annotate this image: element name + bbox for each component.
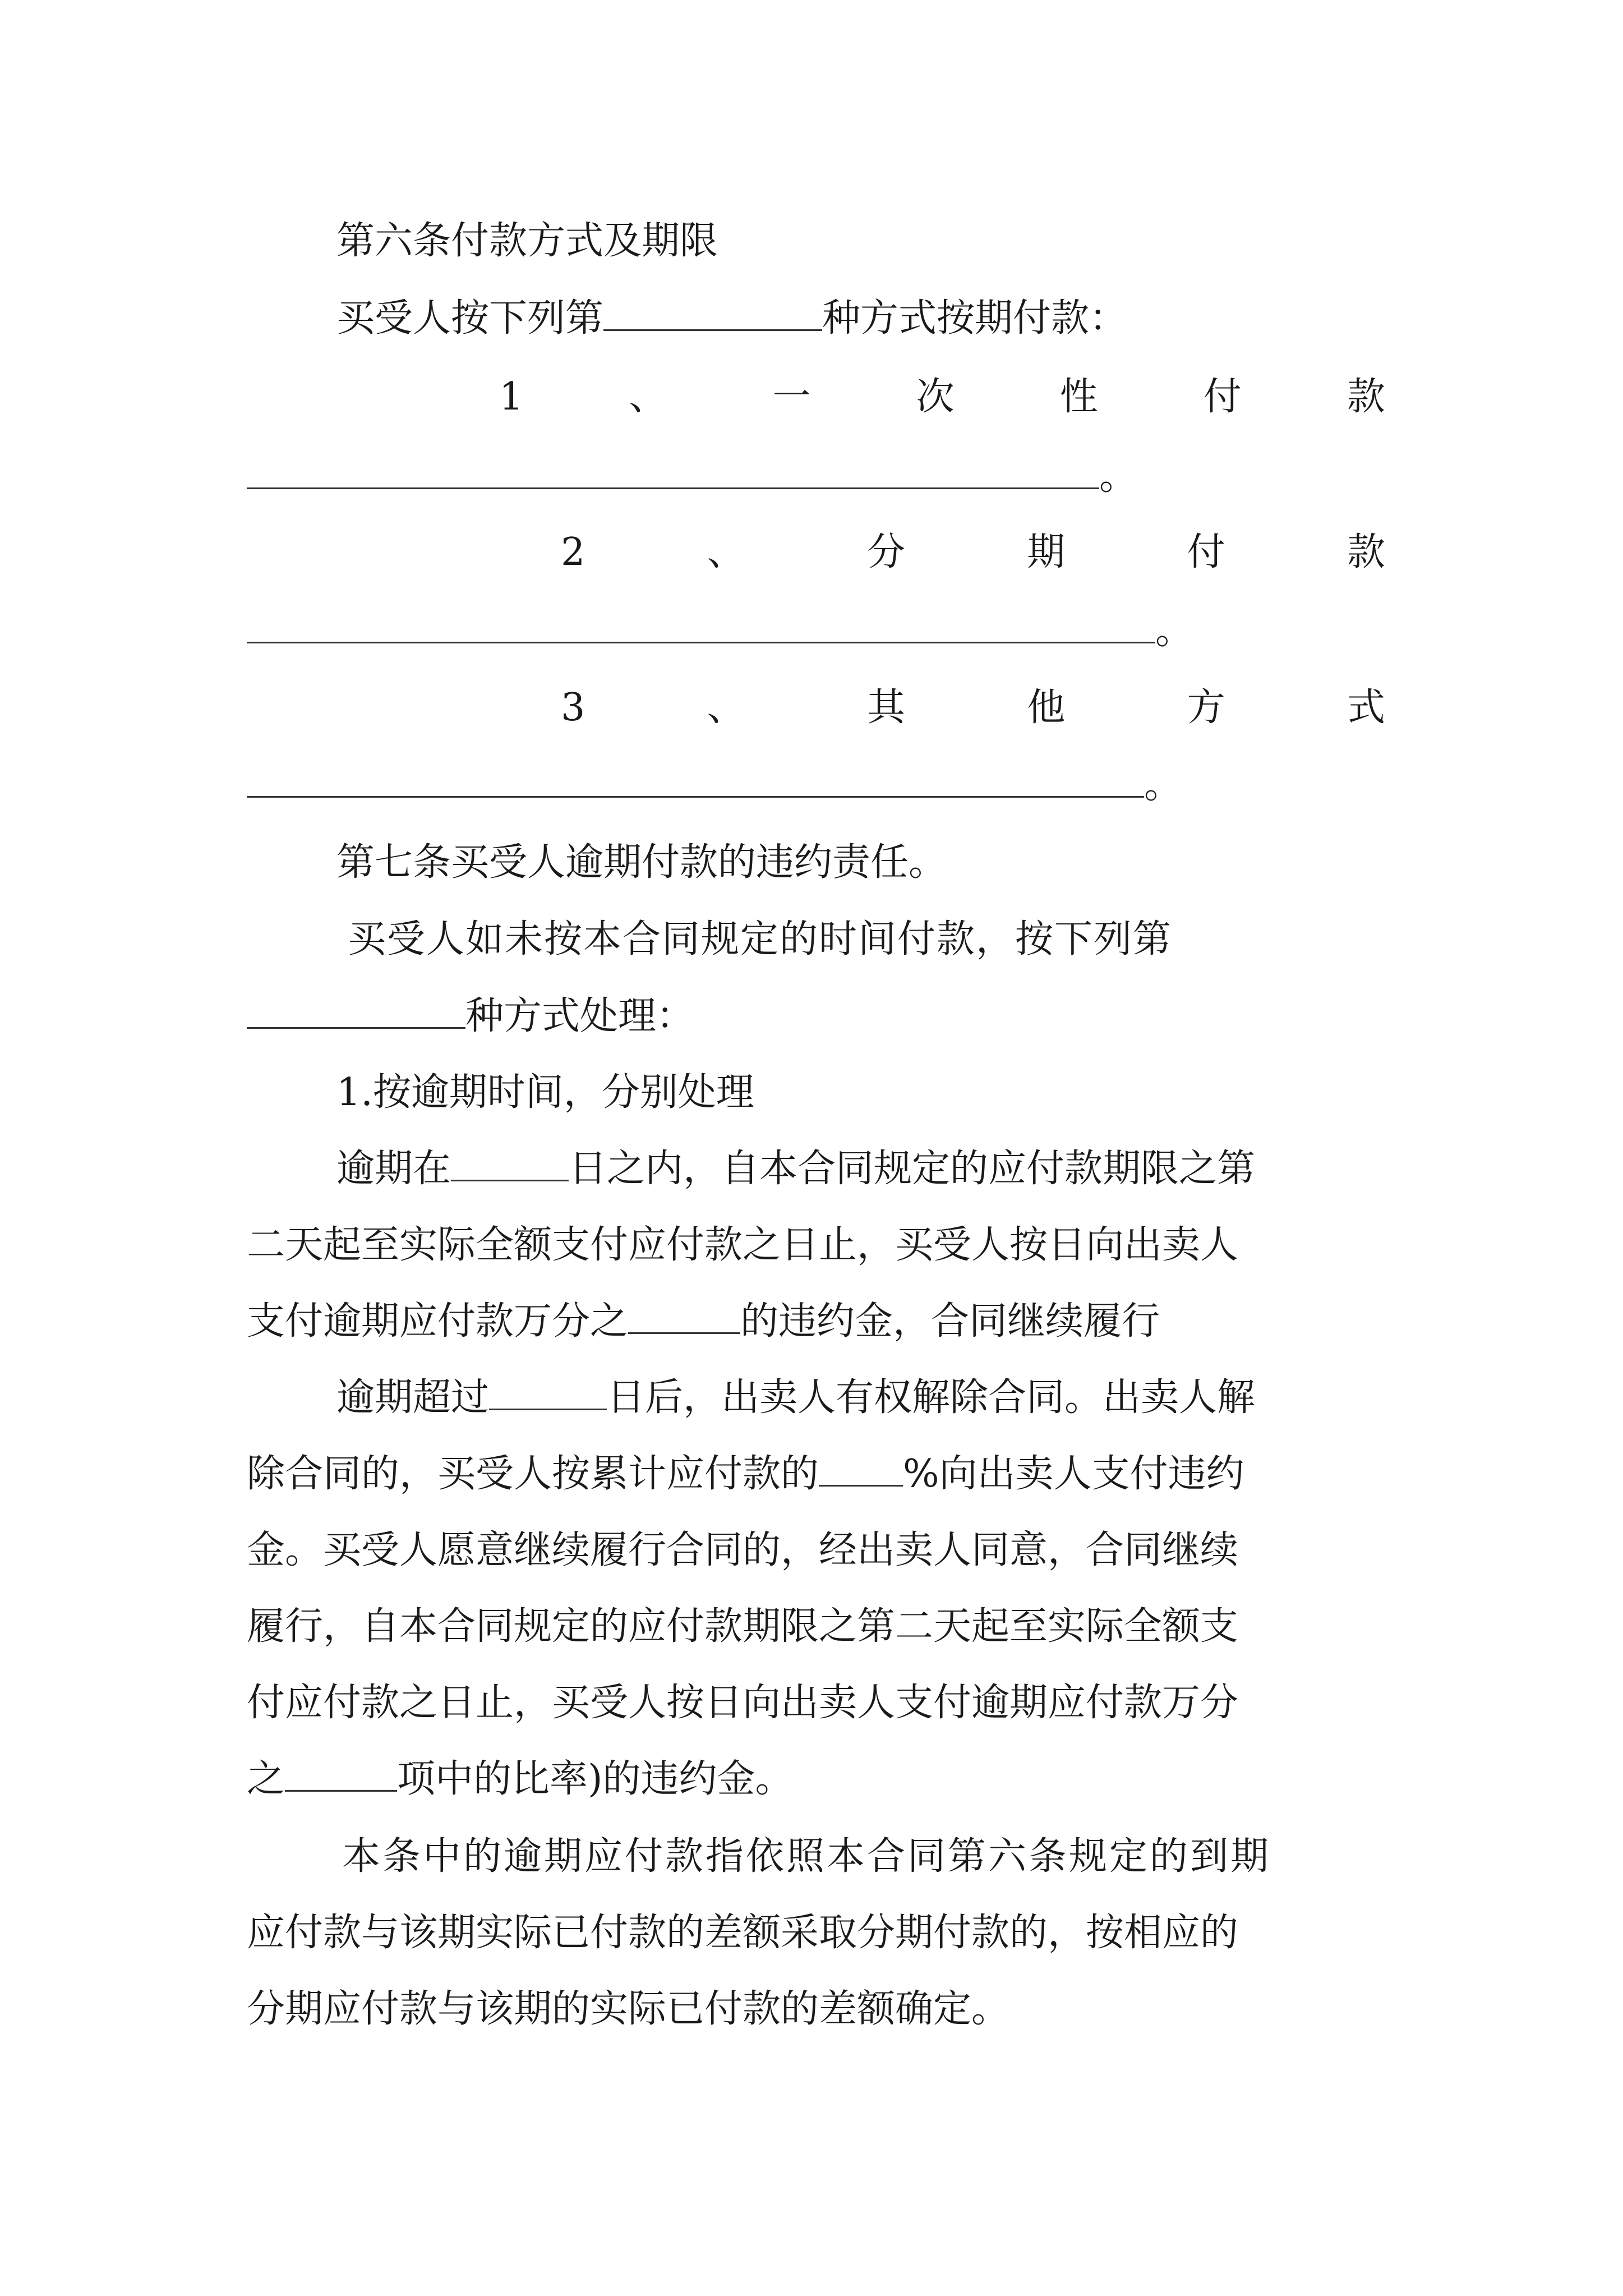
handling-method-blank <box>247 995 465 1029</box>
option1-c1: 一 <box>772 375 811 419</box>
p2-l2-b: %向出卖人支付违约 <box>903 1452 1244 1496</box>
exceed-days-blank <box>489 1376 607 1410</box>
ratio-blank <box>285 1757 397 1792</box>
option3-sep: 、 <box>707 685 745 730</box>
p2-line1 <box>336 1375 1255 1420</box>
option1-num: 1 <box>499 375 524 419</box>
p2-l6-a: 之 <box>247 1757 285 1801</box>
p3-line2: 应付款与该期实际已付款的差额采取分期付款的，按相应的 <box>247 1911 1239 1955</box>
option1-line <box>499 375 1385 420</box>
p2-l2-a: 除合同的，买受人按累计应付款的 <box>247 1452 819 1496</box>
p1-l1-b: 日之内，自本合同规定的应付款期限之第 <box>569 1147 1256 1191</box>
p1-l3-a: 支付逾期应付款万分之 <box>247 1299 629 1343</box>
option1-c4: 付 <box>1203 375 1242 419</box>
option2-end: 。 <box>1155 609 1194 653</box>
p2-line4: 履行，自本合同规定的应付款期限之第二天起至实际全额支 <box>247 1604 1239 1649</box>
article7-intro-after: 种方式处理： <box>465 994 695 1038</box>
payment-method-blank <box>603 297 822 331</box>
option1-blank <box>247 455 1099 489</box>
option3-c1: 其 <box>866 685 905 730</box>
option2-c4: 款 <box>1347 530 1385 574</box>
option1-c2: 次 <box>916 375 955 419</box>
option3-num: 3 <box>561 685 585 730</box>
article7-intro-line2 <box>247 994 694 1039</box>
article6-intro-after: 种方式按期付款： <box>822 296 1128 341</box>
option1-fill-line <box>247 454 1137 499</box>
article7-heading: 第七条买受人逾期付款的违约责任。 <box>336 840 947 885</box>
p2-line2 <box>247 1452 1244 1497</box>
option2-line <box>561 530 1385 575</box>
p1-line2: 二天起至实际全额支付应付款之日止，买受人按日向出卖人 <box>247 1223 1239 1267</box>
option3-end: 。 <box>1144 763 1183 807</box>
option1-c5: 款 <box>1347 375 1385 419</box>
p3-line1: 本条中的逾期应付款指依照本合同第六条规定的到期 <box>342 1834 1271 1879</box>
p2-l1-b: 日后，出卖人有权解除合同。出卖人解 <box>607 1375 1256 1420</box>
p3-line3: 分期应付款与该期的实际已付款的差额确定。 <box>247 1987 1010 2031</box>
p1-l1-a: 逾期在 <box>336 1147 451 1191</box>
p2-line5: 付应付款之日止，买受人按日向出卖人支付逾期应付款万分 <box>247 1681 1239 1725</box>
option1-c3: 性 <box>1059 375 1098 419</box>
article6-intro-before: 买受人按下列第 <box>336 296 604 341</box>
option2-fill-line <box>247 609 1193 654</box>
article7-intro-line1: 买受人如未按本合同规定的时间付款，按下列第 <box>348 917 1173 961</box>
option1-sep: 、 <box>629 375 667 419</box>
penalty-percent-blank <box>819 1452 903 1487</box>
article6-heading: 第六条付款方式及期限 <box>336 219 718 263</box>
option2-c1: 分 <box>866 530 905 574</box>
option2-blank <box>247 609 1155 643</box>
option3-c4: 式 <box>1347 685 1385 730</box>
p2-line3: 金。买受人愿意继续履行合同的，经出卖人同意，合同继续 <box>247 1528 1239 1572</box>
option3-line <box>561 685 1385 730</box>
option2-c2: 期 <box>1027 530 1066 574</box>
overdue-days-blank <box>451 1147 569 1181</box>
option1-end: 。 <box>1099 454 1138 499</box>
option3-c2: 他 <box>1027 685 1066 730</box>
option2-sep: 、 <box>707 530 745 574</box>
option3-blank <box>247 763 1144 798</box>
option3-c3: 方 <box>1187 685 1225 730</box>
p2-line6 <box>247 1757 794 1802</box>
article6-intro <box>336 296 1127 341</box>
p1-line1 <box>336 1147 1255 1191</box>
option2-c3: 付 <box>1187 530 1225 574</box>
p1-l3-b: 的违约金，合同继续履行 <box>740 1299 1160 1343</box>
article7-item1-title: 1.按逾期时间，分别处理 <box>336 1070 754 1115</box>
option2-num: 2 <box>561 530 585 574</box>
option3-fill-line <box>247 763 1182 808</box>
p1-line3 <box>247 1299 1160 1344</box>
penalty-rate-blank <box>628 1300 740 1334</box>
p2-l1-a: 逾期超过 <box>336 1375 490 1420</box>
p2-l6-b: 项中的比率)的违约金。 <box>397 1757 794 1801</box>
